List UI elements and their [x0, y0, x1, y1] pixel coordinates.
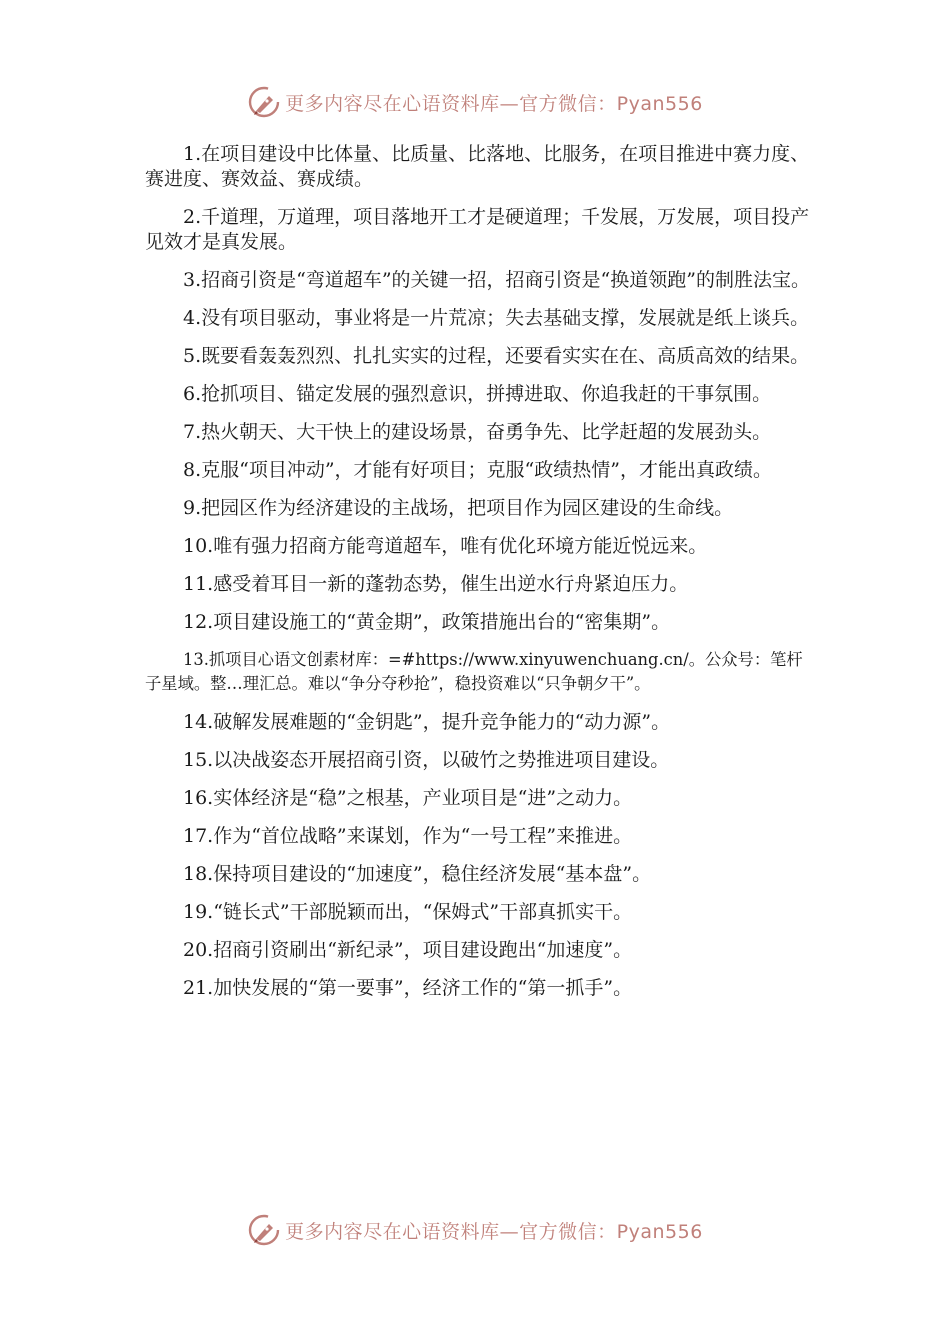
list-item: 2.千道理，万道理，项目落地开工才是硬道理；千发展，万发展，项目投产见效才是真发展。	[145, 206, 810, 253]
list-item: 11.感受着耳目一新的蓬勃态势，催生出逆水行舟紧迫压力。	[183, 573, 689, 595]
list-item: 5.既要看轰轰烈烈、扎扎实实的过程，还要看实实在在、高质高效的结果。	[183, 345, 810, 367]
list-item: 17.作为“首位战略”来谋划，作为“一号工程”来推进。	[183, 825, 633, 847]
list-item: 8.克服“项目冲动”，才能有好项目；克服“政绩热情”，才能出真政绩。	[183, 459, 772, 481]
document-body	[145, 142, 817, 1014]
list-item: 18.保持项目建设的“加速度”，稳住经济发展“基本盘”。	[183, 863, 652, 885]
list-item: 14.破解发展难题的“金钥匙”，提升竞争能力的“动力源”。	[183, 711, 671, 733]
list-item: 15.以决战姿态开展招商引资，以破竹之势推进项目建设。	[183, 749, 670, 771]
list-item: 6.抢抓项目、锚定发展的强烈意识，拼搏进取、你追我赶的干事氛围。	[183, 383, 772, 405]
fountain-pen-logo-icon	[247, 1213, 281, 1247]
list-item: 3.招商引资是“弯道超车”的关键一招，招商引资是“换道领跑”的制胜法宝。	[183, 269, 810, 291]
list-item: 4.没有项目驱动，事业将是一片荒凉；失去基础支撑，发展就是纸上谈兵。	[183, 307, 810, 329]
list-item: 21.加快发展的“第一要事”，经济工作的“第一抓手”。	[183, 977, 633, 999]
fountain-pen-logo-icon	[247, 85, 281, 119]
list-item: 7.热火朝天、大干快上的建设场景，奋勇争先、比学赶超的发展劲头。	[183, 421, 772, 443]
list-item: 10.唯有强力招商方能弯道超车，唯有优化环境方能近悦远来。	[183, 535, 708, 557]
list-item: 13.抓项目心语文创素材库：=#https://www.xinyuwenchuang.cn/。公众号：笔杆子星域。整…理汇总。难以“争分夺秒抢”，稳投资难以“只争朝夕干”。	[145, 650, 803, 693]
header-banner	[0, 82, 950, 122]
list-item: 16.实体经济是“稳”之根基，产业项目是“进”之动力。	[183, 787, 633, 809]
list-item: 19.“链长式”干部脱颖而出，“保姆式”干部真抓实干。	[183, 901, 633, 923]
list-item: 1.在项目建设中比体量、比质量、比落地、比服务，在项目推进中赛力度、赛进度、赛效益、赛成绩。	[145, 143, 810, 190]
list-item: 9.把园区作为经济建设的主战场，把项目作为园区建设的生命线。	[183, 497, 734, 519]
banner-text: 更多内容尽在心语资料库—官方微信：Pyan556	[285, 92, 703, 115]
banner-text: 更多内容尽在心语资料库—官方微信：Pyan556	[285, 1220, 703, 1243]
list-item: 12.项目建设施工的“黄金期”，政策措施出台的“密集期”。	[183, 611, 671, 633]
footer-banner	[0, 1210, 950, 1250]
list-item: 20.招商引资刷出“新纪录”，项目建设跑出“加速度”。	[183, 939, 633, 961]
